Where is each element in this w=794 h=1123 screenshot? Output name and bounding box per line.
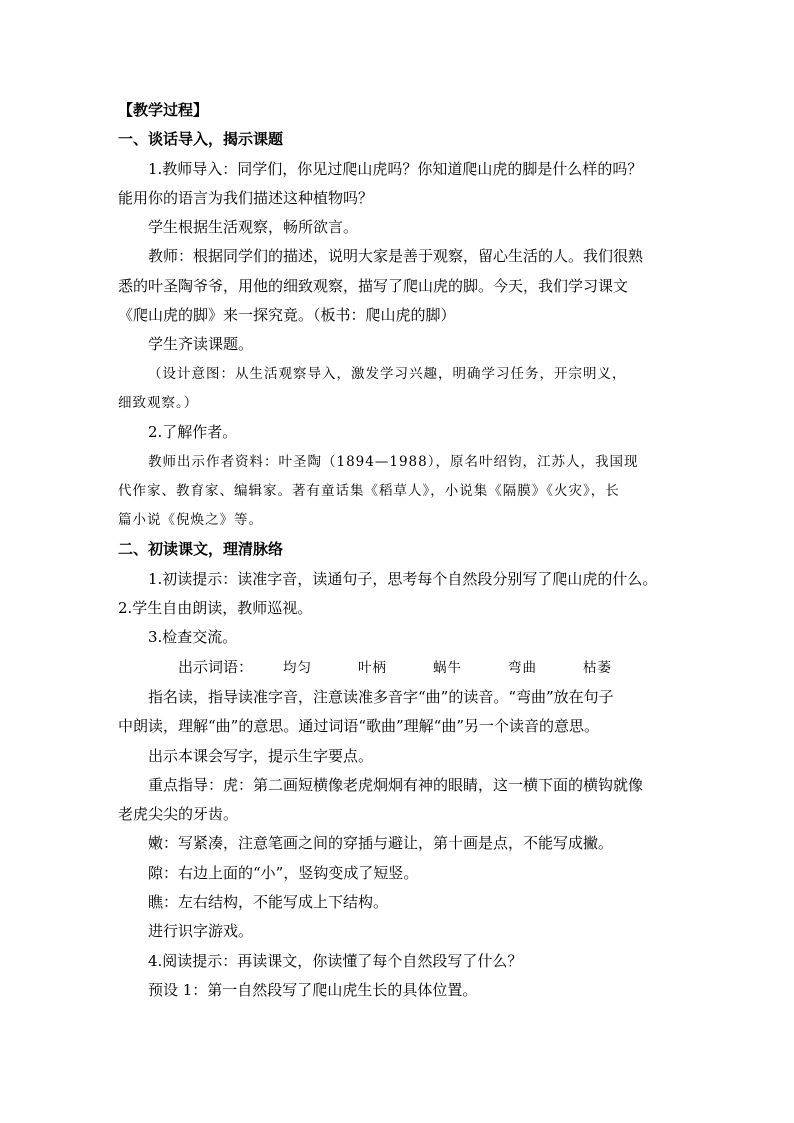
author-info: 教师出示作者资料：叶圣陶（1894—1988），原名叶绍钧，江苏人，我国现 (148, 453, 639, 470)
paragraph: 隙：右边上面的“小”，竖钩变成了短竖。 (148, 863, 419, 882)
vocab-word: 枯萎 (583, 659, 613, 676)
paragraph: 出示本课会写字，提示生字要点。 (148, 746, 374, 765)
paragraph: 3.检查交流。 (148, 628, 238, 647)
paragraph: 《爬山虎的脚》来一探究竟。（板书：爬山虎的脚） (118, 306, 456, 325)
lesson-content (118, 96, 688, 1005)
paragraph: 教师：根据同学们的描述，说明大家是善于观察，留心生活的人。我们很熟 (148, 247, 644, 266)
vocab-line (118, 653, 688, 683)
vocab-word: 蜗牛 (433, 659, 463, 676)
author-info: 篇小说《倪焕之》等。 (118, 512, 263, 529)
paragraph: 学生齐读课题。 (148, 335, 254, 354)
paragraph: 1.教师导入：同学们，你见过爬山虎吗？你知道爬山虎的脚是什么样的吗？ (148, 159, 643, 178)
paragraph: 学生根据生活观察，畅所欲言。 (148, 218, 359, 237)
paragraph: 瞧：左右结构，不能写成上下结构。 (148, 893, 389, 912)
part2-heading: 二、初读课文，理清脉络 (118, 540, 284, 559)
design-note: （设计意图：从生活观察导入，激发学习兴趣，明确学习任务，开宗明义， (148, 365, 627, 382)
design-note: 细致观察。） (118, 394, 199, 411)
author-info: 代作家、教育家、编辑家。著有童话集《稻草人》，小说集《隔膜》《火灾》，长 (118, 482, 620, 499)
paragraph: 嫩：写紧凑，注意笔画之间的穿插与避让，第十画是点，不能写成撇。 (148, 834, 614, 853)
paragraph: 4.阅读提示：再读课文，你读懂了每个自然段写了什么？ (148, 951, 523, 970)
paragraph: 能用你的语言为我们描述这种植物吗？ (118, 188, 374, 207)
paragraph: 老虎尖尖的牙齿。 (118, 805, 239, 824)
vocab-word: 均匀 (283, 659, 313, 676)
part1-heading: 一、谈话导入，揭示课题 (118, 130, 284, 149)
vocab-label: 出示词语： (178, 657, 254, 676)
paragraph: 中朗读，理解“曲”的意思。通过词语“歌曲”理解“曲”另一个读音的意思。 (118, 717, 600, 736)
paragraph: 2.了解作者。 (148, 423, 238, 442)
paragraph: 预设 1：第一自然段写了爬山虎生长的具体位置。 (148, 980, 478, 999)
paragraph: 1.初读提示：读准字音，读通句子，思考每个自然段分别写了爬山虎的什么。 (148, 569, 658, 588)
paragraph: 2.学生自由朗读，教师巡视。 (118, 599, 313, 618)
paragraph: 悉的叶圣陶爷爷，用他的细致观察，描写了爬山虎的脚。今天，我们学习课文 (118, 276, 629, 295)
paragraph: 指名读，指导读准字音，注意读准多音字“曲”的读音。“弯曲”放在句子 (148, 687, 614, 706)
section-title: 【教学过程】 (118, 101, 209, 119)
paragraph: 重点指导：虎：第二画短横像老虎炯炯有神的眼睛，这一横下面的横钩就像 (148, 775, 644, 794)
vocab-word: 叶柄 (358, 659, 388, 676)
paragraph: 进行识字游戏。 (148, 922, 254, 941)
vocab-word: 弯曲 (508, 659, 538, 676)
